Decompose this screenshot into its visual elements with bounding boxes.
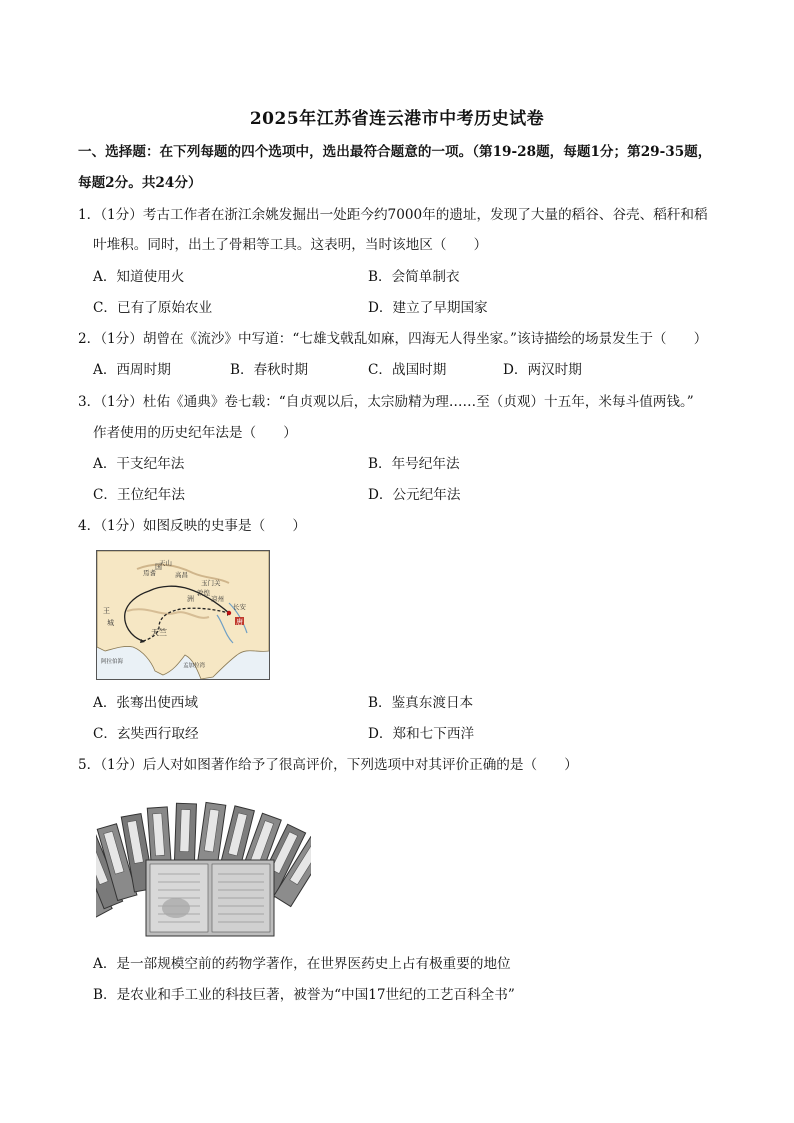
open-book-pages	[146, 860, 274, 936]
question-3-stem-line-2: 作者使用的历史纪年法是（ ）	[93, 425, 297, 441]
question-5-option-b[interactable]: B．是农业和手工业的科技巨著，被誉为“中国17世纪的工艺百科全书”	[93, 987, 515, 1003]
question-3-option-c[interactable]: C．王位纪年法	[93, 487, 185, 503]
question-1-stem-line-2: 叶堆积。同时，出土了骨耜等工具。这表明，当时该地区（ ）	[93, 237, 488, 253]
route-map	[97, 551, 269, 679]
question-3-option-d[interactable]: D．公元纪年法	[368, 487, 461, 503]
question-2-option-d[interactable]: D．两汉时期	[503, 362, 582, 378]
section-instruction-line-1: 一、选择题：在下列每题的四个选项中，选出最符合题意的一项。（第19-28题，每题1分；第29-35题，	[78, 144, 712, 160]
question-5-stem: 5．（1分）后人对如图著作给予了很高评价，下列选项中对其评价正确的是（ ）	[78, 757, 578, 773]
page-title: 2025年江苏省连云港市中考历史试卷	[249, 109, 545, 129]
question-4-option-b[interactable]: B．鉴真东渡日本	[368, 695, 474, 711]
map-label-bay-of-bengal: 孟加拉湾	[183, 663, 206, 669]
question-4-option-c[interactable]: C．玄奘西行取经	[93, 726, 199, 742]
question-2-option-a[interactable]: A．西周时期	[93, 362, 171, 378]
section-instruction-line-2: 每题2分。共24分）	[78, 175, 202, 191]
question-4-option-a[interactable]: A．张骞出使西域	[93, 695, 198, 711]
question-1-option-c[interactable]: C．已有了原始农业	[93, 300, 213, 316]
question-2-stem: 2．（1分）胡曾在《流沙》中写道：“七雄戈戟乱如麻，四海无人得坐家。”该诗描绘的场景发生于（ ）	[78, 331, 708, 347]
question-4-option-d[interactable]: D．郑和七下西洋	[368, 726, 475, 742]
map-label-cheng: 城	[107, 619, 114, 627]
map-label-gaochang: 高昌	[175, 571, 188, 579]
xuanzang-route-map-figure	[96, 550, 270, 680]
map-label-dunhuang: 敦煌	[197, 589, 210, 597]
map-label-tianshan: 天山	[159, 559, 172, 567]
question-5-option-a[interactable]: A．是一部规模空前的药物学著作，在世界医药史上占有极重要的地位	[93, 956, 511, 972]
question-2-option-b[interactable]: B．春秋时期	[230, 362, 308, 378]
question-1-stem-line-1: 1．（1分）考古工作者在浙江余姚发掘出一处距今约7000年的遗址，发现了大量的稻谷、谷壳、稻秆和稻	[78, 207, 708, 223]
changan-marker	[227, 611, 231, 615]
book-volumes-illustration	[96, 782, 311, 939]
map-label-arabian-sea: 阿拉伯海	[101, 659, 124, 665]
question-1-option-d[interactable]: D．建立了早期国家	[368, 300, 488, 316]
question-3-option-a[interactable]: A．干支纪年法	[93, 456, 185, 472]
question-3-option-b[interactable]: B．年号纪年法	[368, 456, 460, 472]
question-1-option-a[interactable]: A．知道使用火	[93, 269, 185, 285]
map-label-tang: 唐	[236, 618, 243, 626]
map-label-liangzhou: 凉州	[211, 595, 224, 603]
map-label-zhou: 洲	[187, 595, 194, 603]
map-label-changan: 长安	[233, 603, 246, 611]
map-label-yanqi: 焉耆	[143, 569, 156, 577]
ancient-book-volumes-photo	[96, 782, 311, 939]
map-label-guo: 国	[155, 563, 162, 571]
map-label-tianzhu: 天竺	[151, 628, 167, 637]
question-3-stem-line-1: 3．（1分）杜佑《通典》卷七载：“自贞观以后，太宗励精为理……至（贞观）十五年，米每斗值两钱。”	[78, 394, 694, 410]
question-1-option-b[interactable]: B．会简单制衣	[368, 269, 460, 285]
map-label-yumenguan: 玉门关	[201, 579, 221, 587]
question-2-option-c[interactable]: C．战国时期	[368, 362, 447, 378]
question-4-stem: 4．（1分）如图反映的史事是（ ）	[78, 518, 306, 534]
map-label-wang: 王	[103, 607, 110, 615]
